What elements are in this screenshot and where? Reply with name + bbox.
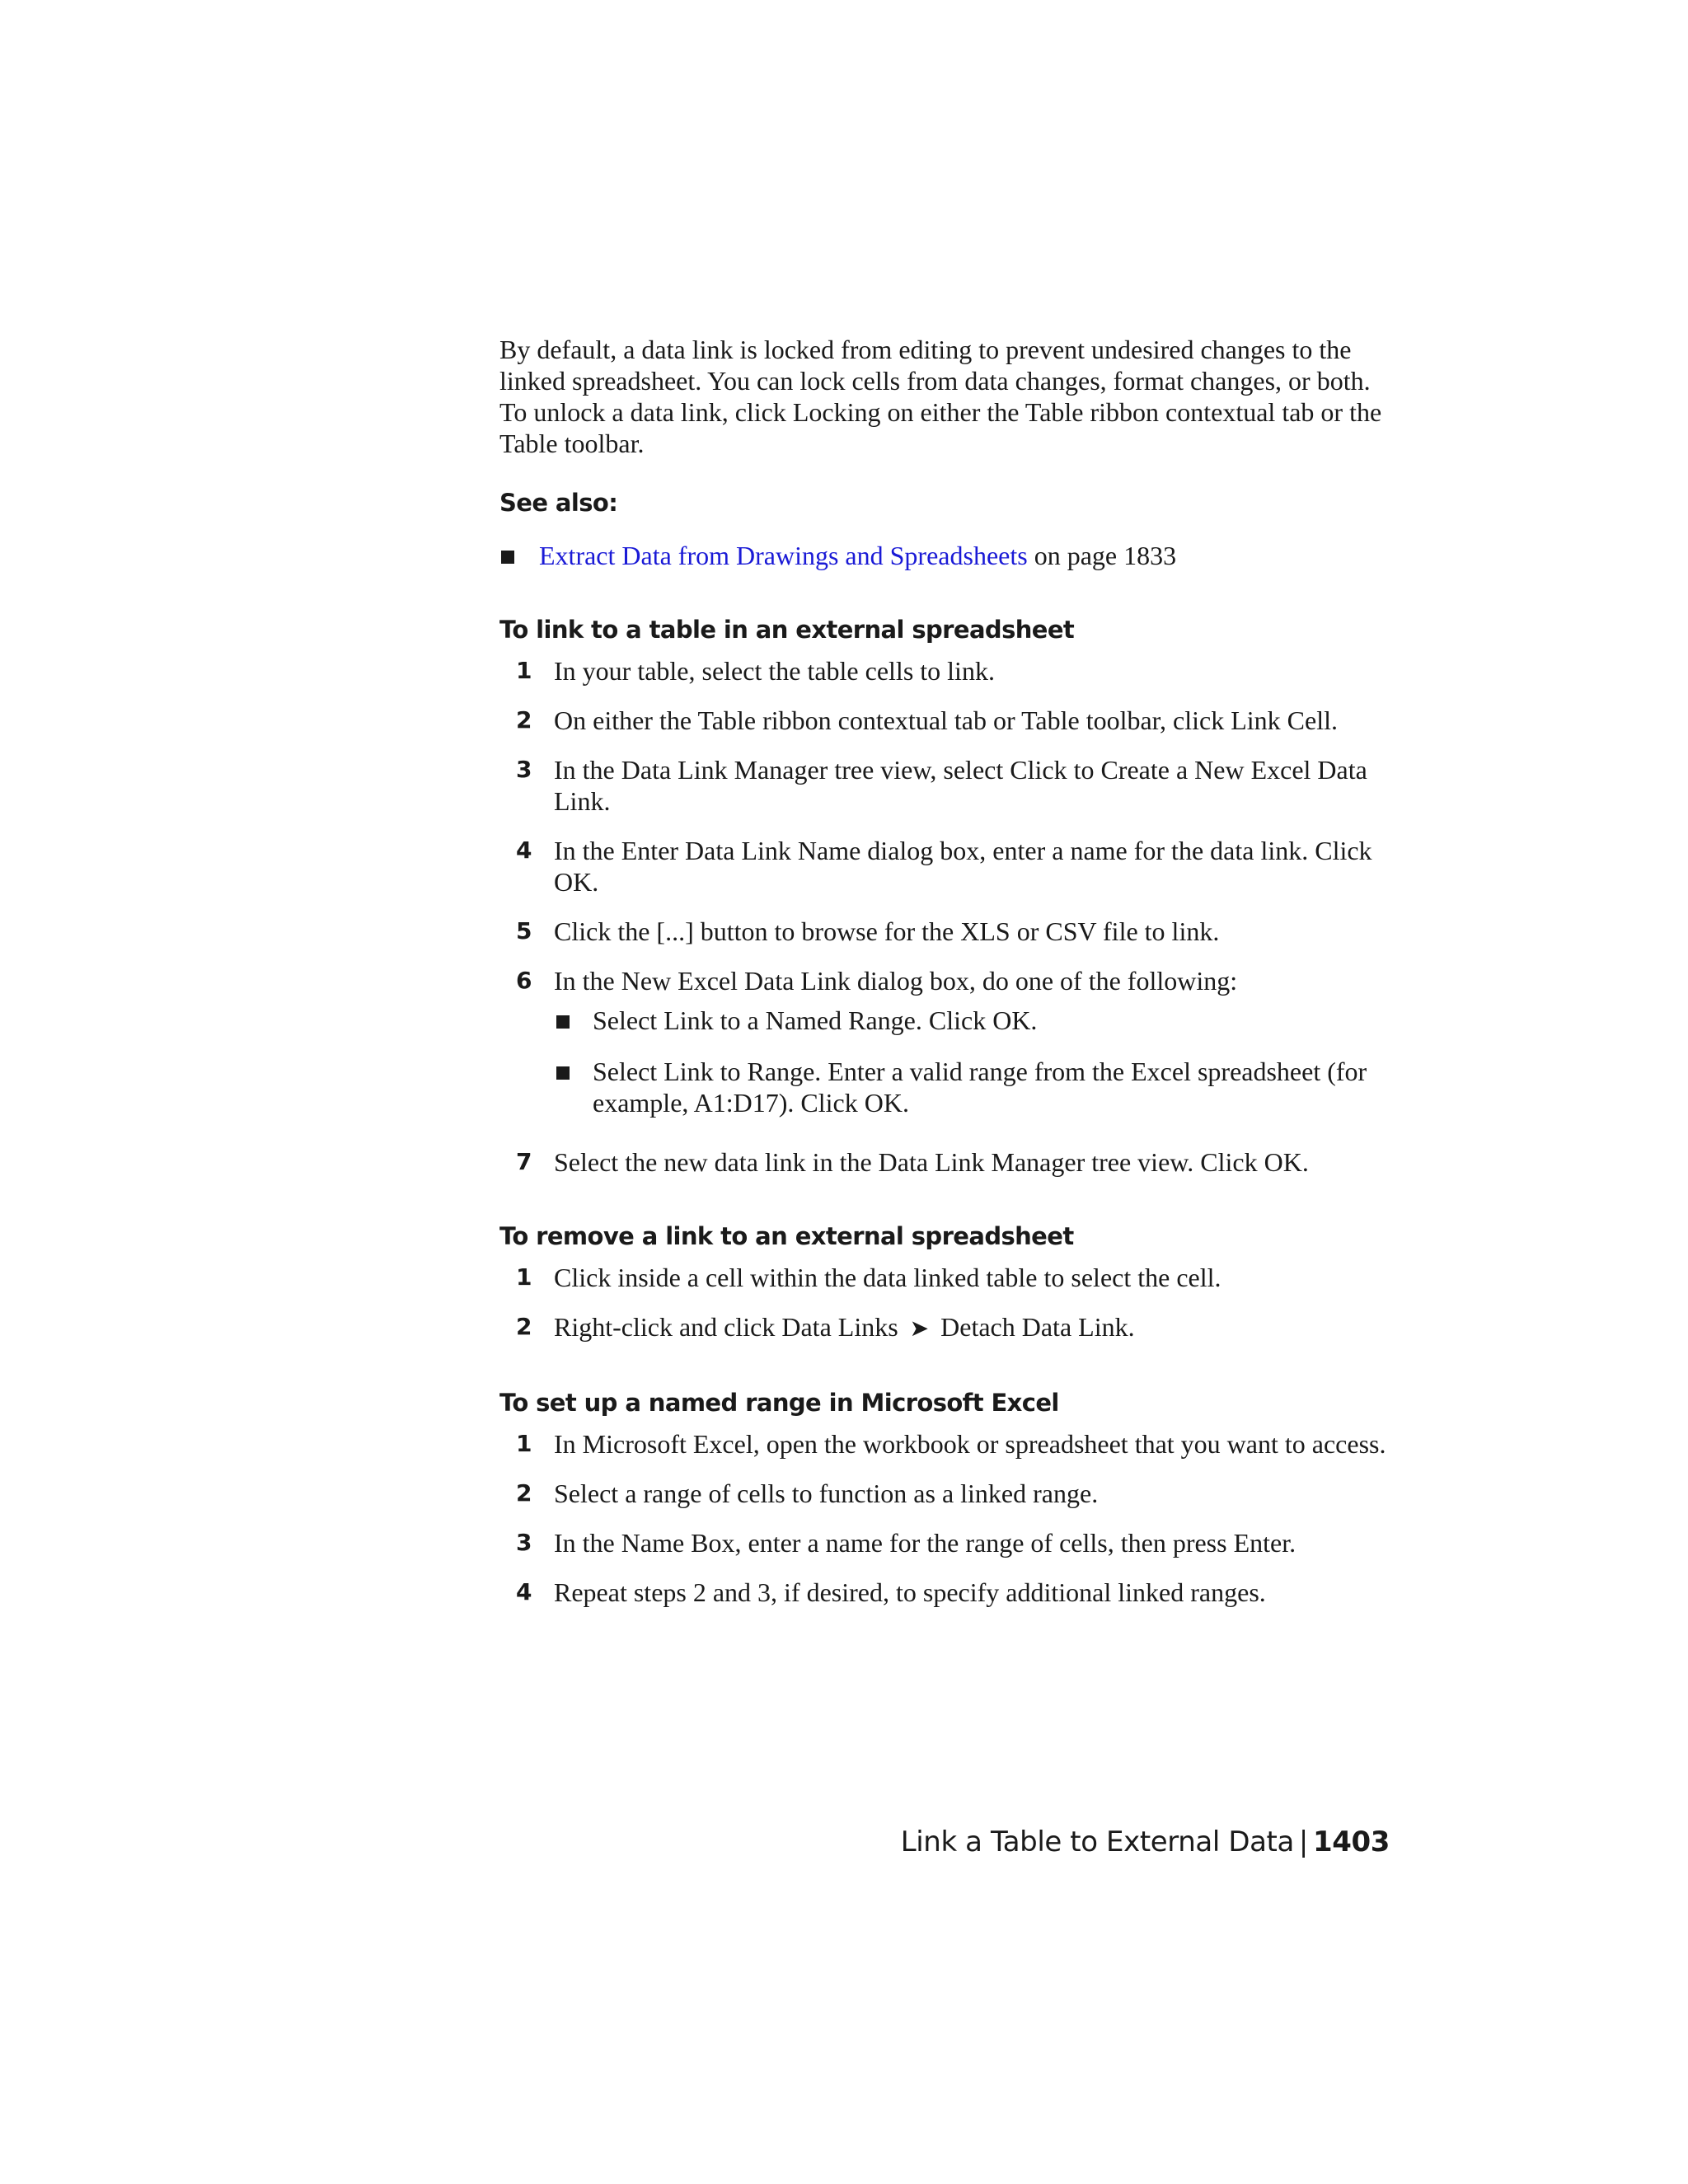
list-item — [499, 1428, 1390, 1460]
steps-link-table — [499, 655, 1390, 1178]
section-heading-remove-link: To remove a link to an external spreadsheet — [499, 1222, 1074, 1250]
list-item — [499, 754, 1390, 817]
step-number: 5 — [516, 917, 532, 944]
step-text: Repeat steps 2 and 3, if desired, to specify additional linked ranges. — [554, 1577, 1266, 1607]
square-bullet-icon — [556, 1066, 570, 1080]
list-item — [499, 655, 1390, 687]
step-text: In Microsoft Excel, open the workbook or spreadsheet that you want to access. — [554, 1429, 1386, 1459]
list-item — [499, 1262, 1390, 1293]
step-number: 1 — [516, 1263, 532, 1291]
list-item — [499, 1478, 1390, 1509]
step-number: 3 — [516, 1529, 532, 1556]
step-text: In the Enter Data Link Name dialog box, enter a name for the data link. Click OK. — [554, 836, 1372, 897]
section-heading-named-range: To set up a named range in Microsoft Excel — [499, 1389, 1059, 1417]
sub-bullet-item — [554, 1056, 1390, 1118]
step-text: On either the Table ribbon contextual tab or Table toolbar, click Link Cell. — [554, 705, 1338, 735]
step-text: In the Data Link Manager tree view, select Click to Create a New Excel Data Link. — [554, 755, 1367, 816]
step-number: 2 — [516, 1479, 532, 1507]
footer-title: Link a Table to External Data — [900, 1825, 1294, 1858]
step-text: Click the [...] button to browse for the XLS or CSV file to link. — [554, 916, 1220, 946]
step-number: 2 — [516, 1313, 532, 1340]
see-also-item — [499, 540, 1390, 571]
intro-paragraph: By default, a data link is locked from editing to prevent undesired changes to the linked spreadsheet. You can lock cells from data changes, format changes, or both. To unlock a data link, click Locking on either the Table ribbon contextual tab or the Table toolbar. — [499, 335, 1382, 458]
square-bullet-icon — [556, 1015, 570, 1029]
step-number: 3 — [516, 756, 532, 783]
extract-data-link[interactable]: Extract Data from Drawings and Spreadsheets — [539, 541, 1028, 570]
step-text-after: Detach Data Link. — [940, 1312, 1135, 1342]
step-text: In the Name Box, enter a name for the range of cells, then press Enter. — [554, 1528, 1296, 1558]
page-number: 1403 — [1312, 1825, 1390, 1858]
step-text: Click inside a cell within the data linked table to select the cell. — [554, 1263, 1221, 1292]
steps-named-range — [499, 1428, 1390, 1608]
step-text: In your table, select the table cells to link. — [554, 656, 995, 686]
page-body — [499, 334, 1390, 1608]
step-number: 7 — [516, 1148, 532, 1175]
see-also-heading: See also: — [499, 489, 618, 517]
list-item — [499, 835, 1390, 898]
sub-bullet-text: Select Link to a Named Range. Click OK. — [593, 1005, 1038, 1035]
list-item — [499, 965, 1390, 1118]
steps-remove-link — [499, 1262, 1390, 1344]
list-item — [499, 1146, 1390, 1178]
list-item — [499, 1577, 1390, 1608]
list-item — [499, 916, 1390, 947]
sub-bullet-list — [554, 1005, 1390, 1118]
step-text: Select a range of cells to function as a linked range. — [554, 1479, 1099, 1508]
list-item — [499, 1311, 1390, 1344]
step-number: 2 — [516, 706, 532, 733]
square-bullet-icon — [501, 551, 514, 564]
sub-bullet-text: Select Link to Range. Enter a valid range from the Excel spreadsheet (for example, A1:D17). Click OK. — [593, 1057, 1367, 1118]
step-text: Select the new data link in the Data Link Manager tree view. Click OK. — [554, 1147, 1309, 1177]
list-item — [499, 1527, 1390, 1558]
section-heading-link-table: To link to a table in an external spreadsheet — [499, 616, 1075, 644]
sub-bullet-item — [554, 1005, 1390, 1036]
list-item — [499, 705, 1390, 736]
step-number: 1 — [516, 657, 532, 684]
step-number: 1 — [516, 1430, 532, 1457]
step-number: 4 — [516, 1578, 532, 1605]
step-text-before: Right-click and click Data Links — [554, 1312, 898, 1342]
footer-separator: | — [1298, 1825, 1308, 1858]
step-text: In the New Excel Data Link dialog box, do one of the following: — [554, 966, 1238, 996]
see-also-page-ref: on page 1833 — [1027, 541, 1177, 570]
step-number: 4 — [516, 837, 532, 864]
step-number: 6 — [516, 967, 532, 994]
page-footer — [901, 1824, 1390, 1860]
arrow-right-icon: ➤ — [909, 1315, 930, 1342]
